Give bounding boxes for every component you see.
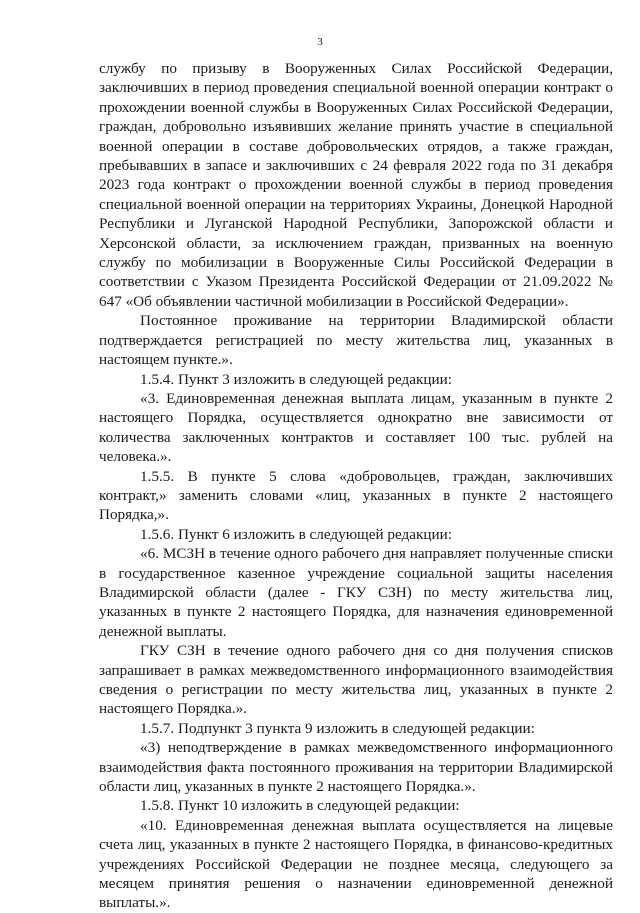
paragraph-1-5-7: 1.5.7. Подпункт 3 пункта 9 изложить в следующей редакции: xyxy=(140,719,535,737)
paragraph-1-5-8: 1.5.8. Пункт 10 изложить в следующей редакции: xyxy=(140,797,460,815)
paragraph-residence: Постоянное проживание на территории Владимирской области подтверждается регистрацией по месту жительства лиц, указанных в настоящем пункте.». xyxy=(99,312,613,369)
paragraph-1-5-5: 1.5.5. В пункте 5 слова «добровольцев, граждан, заключивших контракт,» заменить словами «лиц, указанных в пункте 2 настоящего Порядка,». xyxy=(99,467,613,524)
paragraph-1-5-6: 1.5.6. Пункт 6 изложить в следующей редакции: xyxy=(140,525,453,543)
paragraph-point-10: «10. Единовременная денежная выплата осуществляется на лицевые счета лиц, указанных в пункте 2 настоящего Порядка, в финансово-кредитных учреждениях Российской Федерации не позднее месяца, следующего за месяцем принятия решения о назначении единовременной денежной выплаты.». xyxy=(99,816,613,912)
paragraph-point-6: «6. МСЗН в течение одного рабочего дня направляет полученные списки в государственное казенное учреждение социальной защиты населения Владимирской области (далее - ГКУ СЗН) по месту жительства лиц, указанных в пункте 2 настоящего Порядка, для назначения единовременной денежной выплаты. xyxy=(99,545,613,640)
page-number: 3 xyxy=(317,36,323,48)
paragraph-continuation: службу по призыву в Вооруженных Силах Российской Федерации, заключивших в период проведения специальной военной операции контракт о прохождении военной службы в Вооруженных Силах Российской Федерации, граждан, добровольно изъявивших желание принять участие в специальной военной операции в составе добровольческих отрядов, а также граждан, пребывавших в запасе и заключивших с 24 февраля 2022 года по 31 декабря 2023 года контракт о прохождении военной службы в период проведения специальной военной операции на территориях Украины, Донецкой Народной Республики и Луганской Народной Республики, Запорожской области и Херсонской области, за исключением граждан, призванных на военную службу по мобилизации в Вооруженные Силы Российской Федерации в соответствии с Указом Президента Российской Федерации от 21.09.2022 № 647 «Об объявлении частичной мобилизации в Российской Федерации». xyxy=(99,60,613,310)
paragraph-gku-szn: ГКУ СЗН в течение одного рабочего дня со дня получения списков запрашивает в рамках межведомственного информационного взаимодействия сведения о регистрации по месту жительства лиц, указанных в пункте 2 настоящего Порядка.». xyxy=(99,642,613,718)
paragraph-1-5-4: 1.5.4. Пункт 3 изложить в следующей редакции: xyxy=(140,370,453,388)
document-body xyxy=(99,59,613,913)
paragraph-subpoint-3: «3) неподтверждение в рамках межведомственного информационного взаимодействия факта постоянного проживания на территории Владимирской области лиц, указанных в пункте 2 настоящего Порядка.». xyxy=(99,739,613,796)
paragraph-point-3: «3. Единовременная денежная выплата лицам, указанным в пункте 2 настоящего Порядка, осуществляется однократно вне зависимости от количества заключенных контрактов и составляет 100 тыс. рублей на человека.». xyxy=(99,389,613,466)
